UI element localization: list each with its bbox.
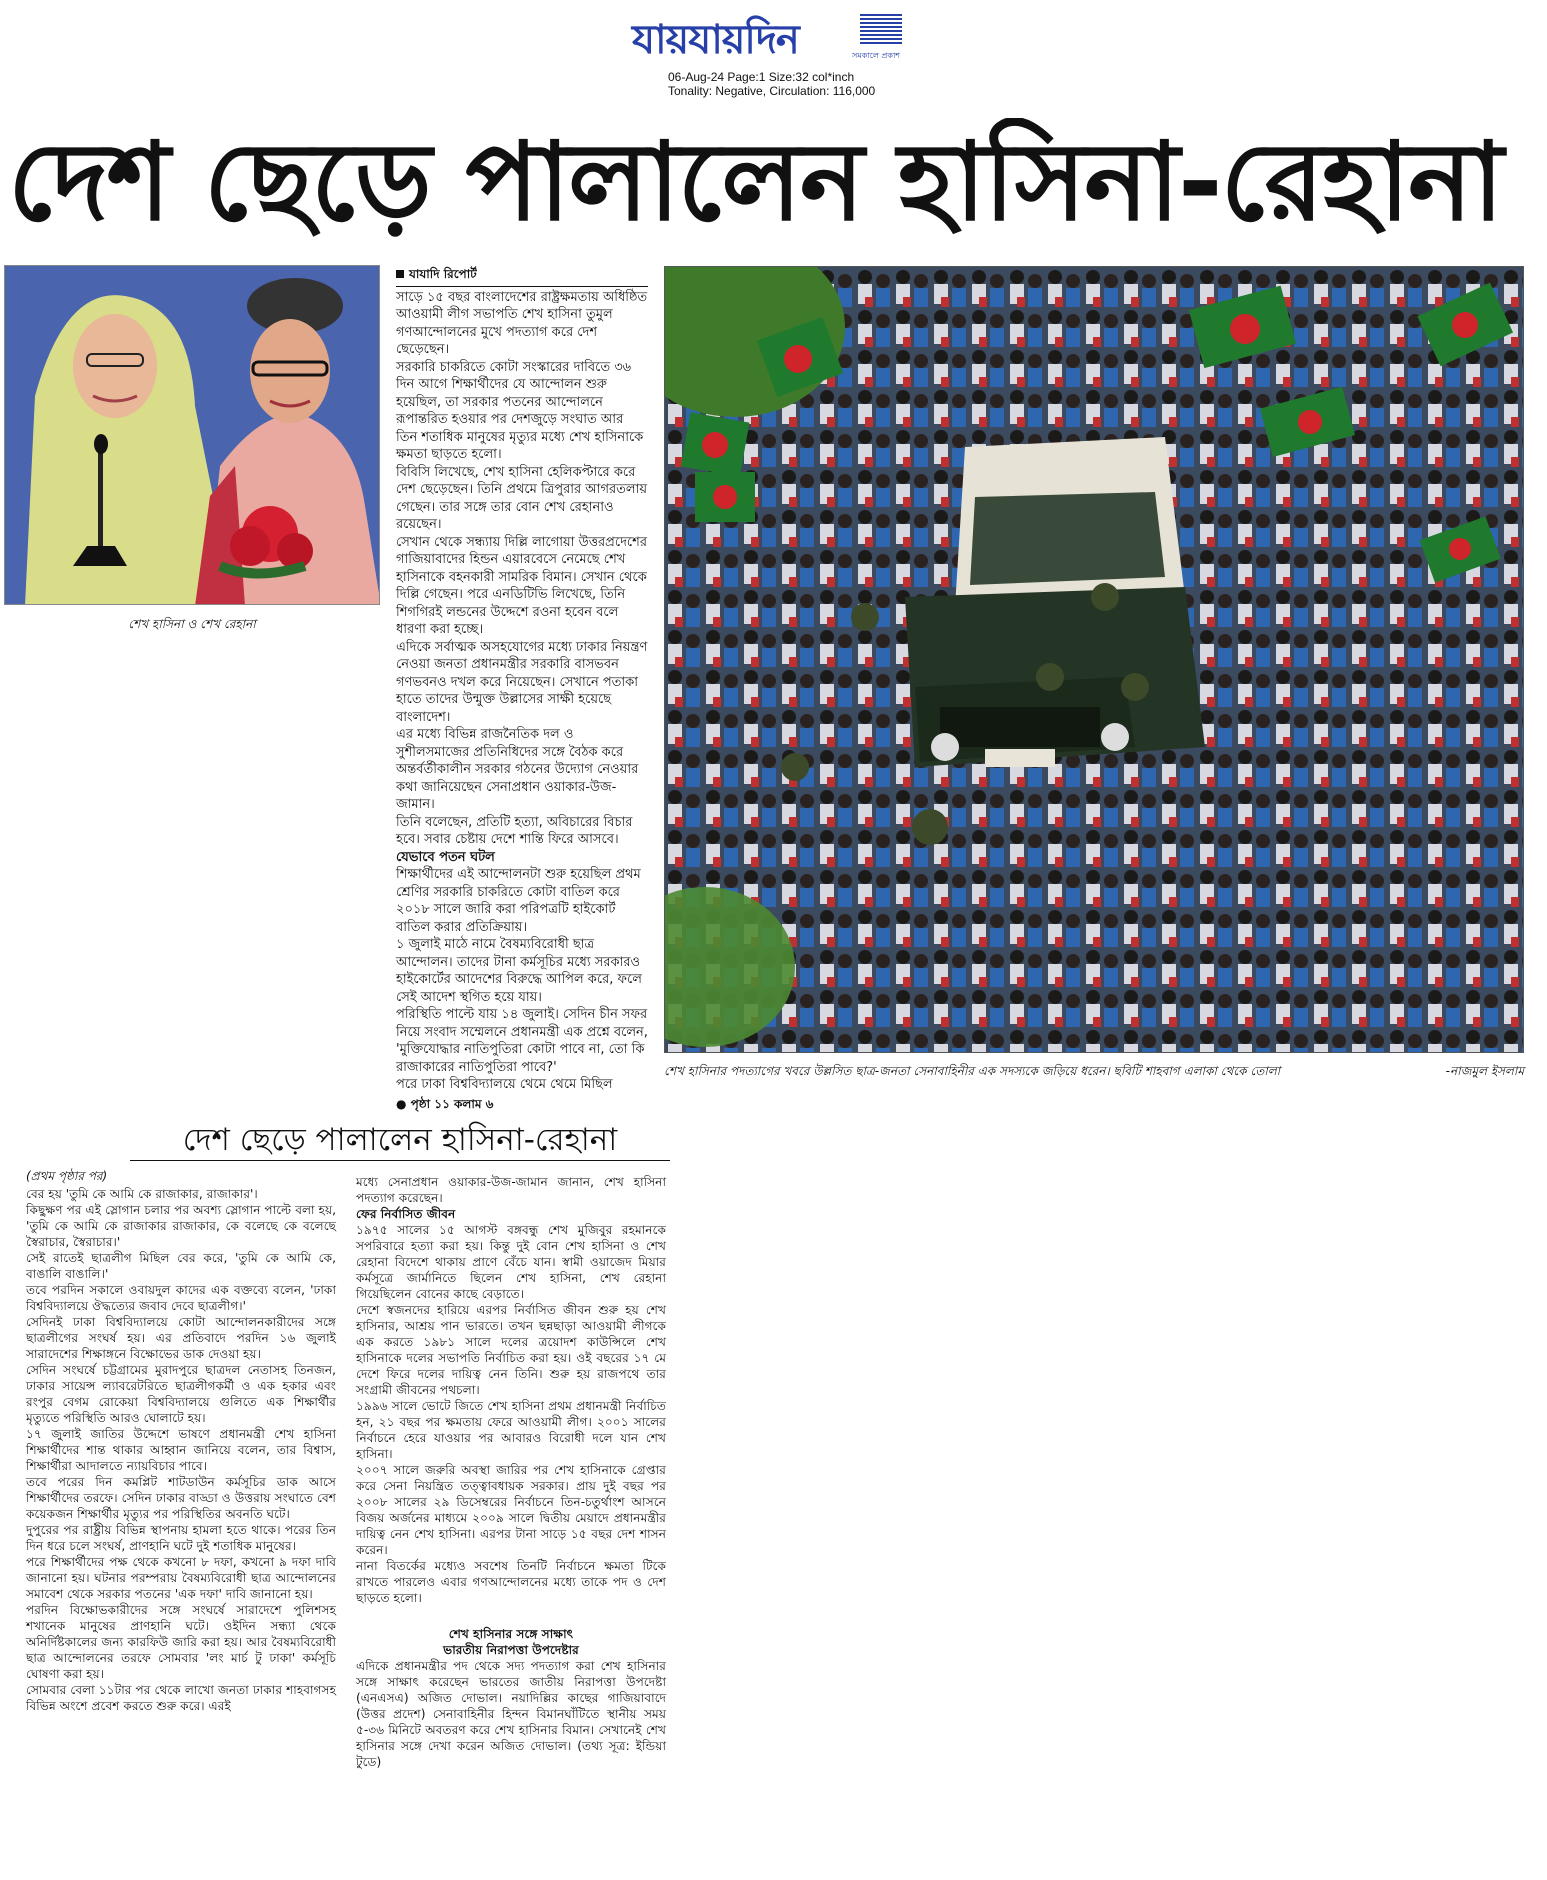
photo-credit: -নাজমুল ইসলাম — [1445, 1064, 1524, 1078]
clipping-meta — [668, 70, 875, 98]
continuation-column-2 — [356, 1174, 666, 1770]
continuation-paragraph: পরে শিক্ষার্থীদের পক্ষ থেকে কখনো ৮ দফা, কখনো ৯ দফা দাবি জানানো হয়। ঘটনার পরম্পরায় বৈষম্যবিরোধী ছাত্র আন্দোলনের সমাবেশ থেকে সরকার পতনের 'এক দফা' দাবি জানানো হয়। — [26, 1555, 336, 1601]
continuation-paragraph: তবে পরদিন সকালে ওবায়দুল কাদের এক বক্তব্যে বলেন, 'ঢাকা বিশ্ববিদ্যালয়ে ঔদ্ধত্যের জবাব দেবে ছাত্রলীগ।' — [26, 1283, 336, 1313]
portrait-caption: শেখ হাসিনা ও শেখ রেহানা — [128, 617, 256, 631]
continued-marker: ● পৃষ্ঠা ১১ কলাম ৬ — [396, 1096, 494, 1111]
continuation-paragraph: দেশে স্বজনদের হারিয়ে এরপর নির্বাসিত জীবন শুরু হয় শেখ হাসিনার, আশ্রয় পান ভারতে। তখন ছন্নছাড়া আওয়ামী লীগকে এক করতে ১৯৮১ সালে দলের ত্রয়োদশ কাউন্সিলে শেখ হাসিনাকে দলের সভাপতি নির্বাচিত করা হয়। ওই বছরের ১৭ মে দেশে ফিরে দলের দায়িত্ব নেন তিনি। শুরু হয় রাজপথে তার সংগ্রামী জীবনের পথচলা। — [356, 1303, 666, 1397]
continuation-paragraph: কিছুক্ষণ পর এই স্লোগান চলার পর অবশ্য স্লোগান পাল্টে বলা হয়, 'তুমি কে আমি কে রাজাকার রাজাকার, কে বলেছে কে বলেছে স্বৈরাচার, স্বৈরাচার।' — [26, 1203, 336, 1249]
masthead-name: যায়যায়দিন — [632, 16, 799, 63]
continuation-paragraph: মধ্যে সেনাপ্রধান ওয়াকার-উজ-জামান জানান, শেখ হাসিনা পদত্যাগ করেছেন। — [356, 1175, 666, 1205]
continuation-paragraph: ১৭ জুলাই জাতির উদ্দেশে ভাষণে প্রধানমন্ত্রী শেখ হাসিনা শিক্ষার্থীদের শান্ত থাকার আহ্বান জানিয়ে বলেন, তার বিশ্বাস, শিক্ষার্থীরা আদালতে ন্যায়বিচার পাবে। — [26, 1427, 336, 1473]
crowd-photo-caption — [664, 1063, 1524, 1083]
crowd-caption-text: শেখ হাসিনার পদত্যাগের খবরে উল্লসিত ছাত্র-জনতা সেনাবাহিনীর এক সদস্যকে জড়িয়ে ধরেন। ছবিটি শাহবাগ এলাকা থেকে তোলা — [664, 1064, 1281, 1078]
story-paragraph: সরকারি চাকরিতে কোটা সংস্কারের দাবিতে ৩৬ দিন আগে শিক্ষার্থীদের যে আন্দোলন শুরু হয়েছিল, তা সরকার পতনের আন্দোলনে রূপান্তরিত হওয়ার পর দেশজুড়ে সংঘাত আর তিন শতাধিক মানুষের মৃত্যুর মধ্যে শেখ হাসিনাকে ক্ষমতা ছাড়তে হলো। — [396, 359, 644, 462]
portrait-photo — [4, 265, 380, 605]
story-paragraph: সেখান থেকে সন্ধ্যায় দিল্লি লাগোয়া উত্তরপ্রদেশের গাজিয়াবাদের হিন্ডন এয়ারবেসে নেমেছে শেখ হাসিনাকে বহনকারী সামরিক বিমান। সেখান থেকে দিল্লি গেছেন। পরে এনডিটিভি লিখেছে, তিনি শিগগিরই লন্ডনের উদ্দেশে রওনা হবেন বলে ধারণা করা হচ্ছে। — [396, 534, 647, 637]
meta-line-2: Tonality: Negative, Circulation: 116,000 — [668, 84, 876, 98]
continuation-paragraph: বের হয় 'তুমি কে আমি কে রাজাকার, রাজাকার'। — [26, 1187, 258, 1201]
crowd-photo — [664, 266, 1524, 1053]
continuation-paragraph: এদিকে প্রধানমন্ত্রীর পদ থেকে সদ্য পদত্যাগ করা শেখ হাসিনার সঙ্গে সাক্ষাৎ করেছেন ভারতের জাতীয় নিরাপত্তা উপদেষ্টা (এনএসএ) অজিত দোভাল। নয়াদিল্লির কাছের গাজিয়াবাদে (উত্তর প্রদেশ) সেনাবাহিনীর হিন্দন বিমানঘাঁটিতে স্থানীয় সময় ৫-৩৬ মিনিটে অবতরণ করে শেখ হাসিনার বিমান। সেখানেই শেখ হাসিনার সঙ্গে দেখা করেন অজিত দোভাল। (তথ্য সূত্র: ইন্ডিয়া টুডে) — [356, 1659, 666, 1769]
byline-text: যাযাদি রিপোর্ট — [409, 267, 477, 281]
continuation-paragraph: ১৯৯৬ সালে ভোটে জিতে শেখ হাসিনা প্রথম প্রধানমন্ত্রী নির্বাচিত হন, ২১ বছর পর ক্ষমতায় ফেরে আওয়ামী লীগ। ২০০১ সালের নির্বাচনে হেরে যাওয়ার পর আবারও বিরোধী দলে যান শেখ হাসিনা। — [356, 1399, 666, 1461]
masthead-tagline: সমকালে প্রকাশ — [852, 51, 900, 60]
meta-line-1: 06-Aug-24 Page:1 Size:32 col*inch — [668, 70, 855, 84]
continuation-column-1 — [26, 1186, 336, 1714]
continuation-subhead: ফের নির্বাসিত জীবন — [356, 1207, 456, 1221]
continuation-paragraph: ২০০৭ সালে জরুরি অবস্থা জারির পর শেখ হাসিনাকে গ্রেপ্তার করে সেনা নিয়ন্ত্রিত তত্ত্বাবধায়ক সরকার। প্রায় দুই বছর পর ২০০৮ সালের ২৯ ডিসেম্বরের নির্বাচনে তিন-চতুর্থাংশ আসনে বিজয় অর্জনের মাধ্যমে ২০০৯ সালে দ্বিতীয় মেয়াদে প্রধানমন্ত্রীর দায়িত্ব নেন শেখ হাসিনা। এরপর টানা সাড়ে ১৫ বছর দেশ শাসন করেন। — [356, 1463, 666, 1557]
story-paragraph: পরিস্থিতি পাল্টে যায় ১৪ জুলাই। সেদিন চীন সফর নিয়ে সংবাদ সম্মেলনে প্রধানমন্ত্রী এক প্রশ্নে বলেন, 'মুক্তিযোদ্ধার নাতিপুতিরা কোটা পাবে না, তো কি রাজাকারের নাতিপুতিরা পাবে?' — [396, 1007, 648, 1075]
continuation-paragraph: নানা বিতর্কের মধ্যেও সবশেষ তিনটি নির্বাচনে ক্ষমতা টিকে রাখতে পারলেও এবার গণআন্দোলনের মধ্যে তাকে পদ ও দেশ ছাড়তে হলো। — [356, 1559, 666, 1605]
continuation-paragraph: দুপুরের পর রাষ্ট্রীয় বিভিন্ন স্থাপনায় হামলা হতে থাকে। পরের তিন দিন ধরে চলে সংঘর্ষ, প্রাণহানি ঘটে দুই শতাধিক মানুষের। — [26, 1523, 336, 1553]
story-paragraph: ১ জুলাই মাঠে নামে বৈষম্যবিরোধী ছাত্র আন্দোলন। তাদের টানা কর্মসূচির মধ্যে সরকারও হাইকোর্টের আদেশের বিরুদ্ধে আপিল করে, ফলে সেই আদেশ স্থগিত হয়ে যায়। — [396, 937, 642, 1005]
continuation-paragraph: পরদিন বিক্ষোভকারীদের সঙ্গে সংঘর্ষে সারাদেশে পুলিশসহ শখানেক মানুষের প্রাণহানি ঘটে। ওইদিন সন্ধ্যা থেকে অনির্দিষ্টকালের জন্য কারফিউ জারি করা হয়। আর বৈষম্যবিরোধী ছাত্র আন্দোলনের তরফে সোমবার 'লং মার্চ টু ঢাকা' কর্মসূচি ঘোষণা করা হয়। — [26, 1603, 336, 1681]
continuation-paragraph: সোমবার বেলা ১১টার পর থেকে লাখো জনতা ঢাকার শাহবাগসহ বিভিন্ন অংশে প্রবেশ করতে শুরু করে। এরই — [26, 1683, 336, 1713]
story-subhead: যেভাবে পতন ঘটল — [396, 849, 495, 865]
crowd-illustration — [665, 267, 1524, 1053]
story-paragraph: এদিকে সর্বাত্মক অসহযোগের মধ্যে ঢাকার নিয়ন্ত্রণ নেওয়া জনতা প্রধানমন্ত্রীর সরকারি বাসভবন গণভবনও দখল করে নিয়েছেন। সেখানে পতাকা হাতে তাদের উন্মুক্ত উল্লাসের সাক্ষী হয়েছে বাংলাদেশ। — [396, 639, 648, 725]
masthead-logo — [628, 6, 908, 64]
continued-text: পৃষ্ঠা ১১ কলাম ৬ — [410, 1096, 494, 1111]
continuation-title: দেশ ছেড়ে পালালেন হাসিনা-রেহানা — [130, 1120, 670, 1161]
main-headline: দেশ ছেড়ে পালালেন হাসিনা-রেহানা — [8, 120, 1502, 245]
from-first-page-note: (প্রথম পৃষ্ঠার পর) — [26, 1169, 108, 1183]
main-story-column — [396, 266, 648, 1113]
story-paragraph: এর মধ্যে বিভিন্ন রাজনৈতিক দল ও সুশীলসমাজের প্রতিনিধিদের সঙ্গে বৈঠক করে অন্তর্বর্তীকালীন সরকার গঠনের উদ্যোগ নেওয়ার কথা জানিয়েছেন সেনাপ্রধান ওয়াকার-উজ-জামান। — [396, 727, 639, 812]
continuation-paragraph: সেই রাতেই ছাত্রলীগ মিছিল বের করে, 'তুমি কে আমি কে, বাঙালি বাঙালি।' — [26, 1251, 336, 1281]
continuation-subhead-center-2: ভারতীয় নিরাপত্তা উপদেষ্টার — [443, 1643, 579, 1657]
continuation-paragraph: সেদিন সংঘর্ষে চট্টগ্রামের মুরাদপুরে ছাত্রদল নেতাসহ তিনজন, ঢাকার সায়েন্স ল্যাবরেটরিতে ছাত্রলীগকর্মী ও এক হকার এবং রংপুর বেগম রোকেয়া বিশ্ববিদ্যালয়ে গুলিতে এক শিক্ষার্থীর মৃত্যুতে পরিস্থিতি আরও ঘোলাটে হয়। — [26, 1363, 336, 1425]
continuation-paragraph: সেদিনই ঢাকা বিশ্ববিদ্যালয়ে কোটা আন্দোলনকারীদের সঙ্গে ছাত্রলীগের সংঘর্ষ হয়। এর প্রতিবাদে পরদিন ১৬ জুলাই সারাদেশের শিক্ষাঙ্গনে বিক্ষোভের ডাক দেওয়া হয়। — [26, 1315, 336, 1361]
story-paragraph: শিক্ষার্থীদের এই আন্দোলনটা শুরু হয়েছিল প্রথম শ্রেণির সরকারি চাকরিতে কোটা বাতিল করে ২০১৮ সালে জারি করা পরিপত্রটি হাইকোর্ট বাতিল করার প্রতিক্রিয়ায়। — [396, 867, 641, 935]
byline — [396, 266, 648, 287]
story-paragraph: পরে ঢাকা বিশ্ববিদ্যালয়ে থেমে থেমে মিছিল — [396, 1077, 613, 1092]
byline-square-icon — [396, 270, 404, 278]
story-paragraph: তিনি বলেছেন, প্রতিটি হত্যা, অবিচারের বিচার হবে। সবার চেষ্টায় দেশে শান্তি ফিরে আসবে। — [396, 814, 633, 847]
masthead-lines-decoration — [860, 14, 902, 44]
continuation-paragraph: ১৯৭৫ সালের ১৫ আগস্ট বঙ্গবন্ধু শেখ মুজিবুর রহমানকে সপরিবারে হত্যা করা হয়। কিন্তু দুই বোন শেখ হাসিনা ও শেখ রেহানা বিদেশে থাকায় প্রাণে বেঁচে যান। স্বামী ওয়াজেদ মিয়ার কর্মসূত্রে জার্মানিতে ছিলেন শেখ হাসিনা, শেখ রেহানা গিয়েছিলেন বোনের কাছে বেড়াতে। — [356, 1223, 666, 1301]
continuation-subhead-center-1: শেখ হাসিনার সঙ্গে সাক্ষাৎ — [448, 1627, 574, 1641]
portrait-illustration — [5, 266, 380, 605]
story-paragraph: বিবিসি লিখেছে, শেখ হাসিনা হেলিকপ্টারে করে দেশ ছেড়েছেন। তিনি প্রথমে ত্রিপুরার আগরতলায় গেছেন। তার সঙ্গে তার বোন শেখ রেহানাও রয়েছেন। — [396, 464, 648, 532]
continuation-paragraph: তবে পরের দিন কমপ্লিট শাটডাউন কর্মসূচির ডাক আসে শিক্ষার্থীদের তরফে। সেদিন ঢাকার বাড্ডা ও উত্তরায় সংঘাতে বেশ কয়েকজন শিক্ষার্থীর মৃত্যুর পর পরিস্থিতির অবনতি ঘটে। — [26, 1475, 336, 1521]
story-paragraph: সাড়ে ১৫ বছর বাংলাদেশের রাষ্ট্রক্ষমতায় অধিষ্ঠিত আওয়ামী লীগ সভাপতি শেখ হাসিনা তুমুল গণআন্দোলনের মুখে পদত্যাগ করে দেশ ছেড়েছেন। — [396, 289, 648, 357]
